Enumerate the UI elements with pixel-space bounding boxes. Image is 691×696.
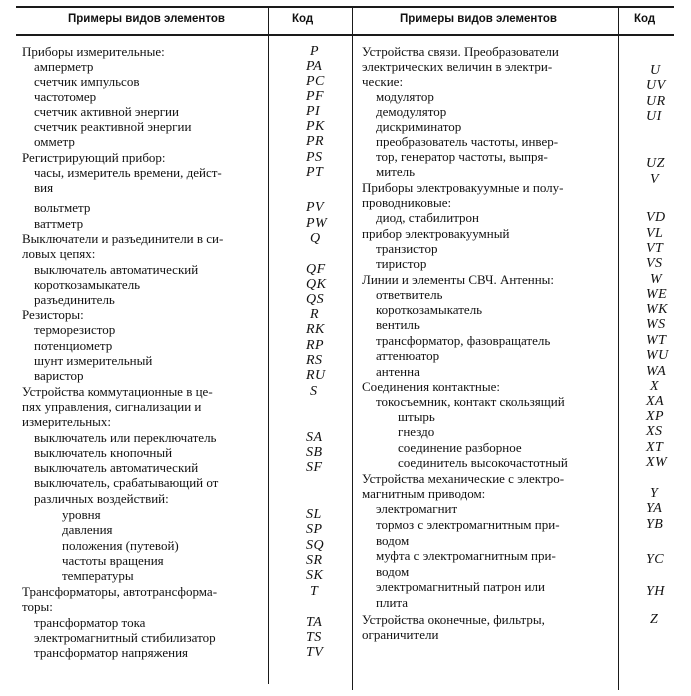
element-code: S: [310, 384, 318, 399]
element-type-name: ваттметр: [34, 216, 84, 231]
element-code: PA: [306, 59, 323, 74]
element-type-name: демодулятор: [376, 104, 447, 119]
element-type-name: тиристор: [376, 256, 427, 271]
right-name-header: Примеры видов элементов: [400, 13, 557, 25]
element-code: T: [310, 584, 319, 599]
right-code-header: Код: [634, 13, 656, 25]
element-code: U: [650, 63, 661, 78]
element-type-name: потенциометр: [34, 338, 113, 353]
element-code: UZ: [646, 156, 665, 171]
element-type-name: пях управления, сигнализации и: [22, 399, 202, 414]
element-code: Z: [650, 612, 659, 627]
element-type-name: шунт измерительный: [34, 353, 153, 368]
element-type-name: выключатель кнопочный: [34, 445, 173, 460]
element-type-name: Соединения контактные:: [362, 379, 500, 394]
element-code: PT: [306, 165, 324, 180]
element-code: SK: [306, 568, 324, 583]
element-code: PK: [306, 119, 325, 134]
element-type-name: токосъемник, контакт скользящий: [376, 394, 565, 409]
element-type-name: различных воздействий:: [34, 491, 169, 506]
element-type-name: модулятор: [376, 89, 434, 104]
element-code: RU: [306, 368, 326, 383]
element-code: SB: [306, 445, 323, 460]
element-code: UR: [646, 94, 666, 109]
element-type-name: вия: [34, 180, 54, 195]
element-type-name: прибор электровакуумный: [362, 226, 510, 241]
element-type-name: вольтметр: [34, 200, 91, 215]
element-code: W: [650, 272, 663, 287]
element-type-name: давления: [62, 522, 113, 537]
element-code: TV: [306, 645, 324, 660]
element-code: WK: [646, 302, 668, 317]
right-code-divider: [618, 6, 619, 690]
element-type-name: проводниковые:: [362, 195, 452, 210]
element-type-name: электрических величин в электри-: [362, 59, 553, 74]
element-code: VT: [646, 241, 664, 256]
element-type-name: муфта с электромагнитным при-: [376, 548, 556, 563]
element-type-name: Устройства связи. Преобразователи: [362, 44, 559, 59]
element-code: WE: [646, 287, 668, 302]
element-type-name: температуры: [62, 568, 134, 583]
element-type-name: Трансформаторы, автотрансформа-: [22, 584, 218, 599]
element-type-name: положения (путевой): [62, 538, 179, 553]
element-type-name: счетчик импульсов: [34, 74, 140, 89]
element-code: VS: [646, 256, 663, 271]
element-code: SL: [306, 507, 322, 522]
element-code: RK: [306, 322, 325, 337]
element-code: YB: [646, 517, 664, 532]
element-code: XS: [646, 424, 663, 439]
element-type-name: трансформатор напряжения: [34, 645, 189, 660]
element-type-name: плита: [376, 595, 409, 610]
element-type-name: вентиль: [376, 317, 420, 332]
element-type-name: измерительных:: [22, 414, 112, 429]
element-type-name: штырь: [398, 409, 435, 424]
element-type-name: частоты вращения: [62, 553, 164, 568]
element-type-name: выключатель или переключатель: [34, 430, 217, 445]
element-code: V: [650, 172, 660, 187]
element-type-name: ответвитель: [376, 287, 443, 302]
left-name-header: Примеры видов элементов: [68, 13, 225, 25]
element-type-name: транзистор: [376, 241, 438, 256]
element-type-name: Устройства коммутационные в це-: [22, 384, 213, 399]
element-code: Y: [650, 486, 659, 501]
header-divider: [16, 34, 674, 36]
element-code: XP: [646, 409, 665, 424]
element-code: YC: [646, 552, 665, 567]
element-type-name: трансформатор, фазовращатель: [376, 333, 551, 348]
element-type-name: Устройства механические с электро-: [362, 471, 565, 486]
element-type-name: короткозамыкатель: [376, 302, 483, 317]
element-code: XW: [646, 455, 668, 470]
element-type-name: частотомер: [34, 89, 97, 104]
element-type-name: разъединитель: [34, 292, 115, 307]
element-type-name: Регистрирующий прибор:: [22, 150, 166, 165]
element-type-name: электромагнит: [376, 501, 458, 516]
element-type-name: Выключатели и разъединители в си-: [22, 231, 224, 246]
element-code: P: [310, 44, 320, 59]
element-code: QS: [306, 292, 325, 307]
element-type-name: Приборы измерительные:: [22, 44, 165, 59]
element-type-name: соединение разборное: [398, 440, 522, 455]
element-code: SP: [306, 522, 323, 537]
element-type-name: преобразователь частоты, инвер-: [376, 134, 559, 149]
element-code: SA: [306, 430, 323, 445]
element-code: PF: [306, 89, 325, 104]
element-type-name: магнитным приводом:: [362, 486, 486, 501]
element-code: RP: [306, 338, 325, 353]
element-code: PV: [306, 200, 325, 215]
element-type-name: ческие:: [362, 74, 404, 89]
element-code: WA: [646, 364, 667, 379]
element-code: QK: [306, 277, 327, 292]
element-type-name: Резисторы:: [22, 307, 84, 322]
element-code: PS: [306, 150, 323, 165]
element-code: YH: [646, 584, 665, 599]
element-type-name: электромагнитный стибилизатор: [34, 630, 216, 645]
element-type-name: омметр: [34, 134, 75, 149]
element-type-name: тормоз с электромагнитным при-: [376, 517, 560, 532]
element-type-name: антенна: [376, 364, 420, 379]
element-type-name: уровня: [62, 507, 101, 522]
element-type-name: водом: [376, 533, 410, 548]
element-type-name: дискриминатор: [376, 119, 462, 134]
element-type-name: ограничители: [362, 627, 439, 642]
element-type-name: Приборы электровакуумные и полу-: [362, 180, 564, 195]
element-type-name: короткозамыкатель: [34, 277, 141, 292]
element-code: XA: [646, 394, 665, 409]
element-type-name: выключатель, срабатывающий от: [34, 475, 219, 490]
element-type-name: водом: [376, 564, 410, 579]
element-code: SQ: [306, 538, 325, 553]
element-type-name: соединитель высокочастотный: [398, 455, 568, 470]
element-type-name: амперметр: [34, 59, 94, 74]
element-code: PR: [306, 134, 325, 149]
element-code: PW: [306, 216, 328, 231]
element-type-name: терморезистор: [34, 322, 116, 337]
element-type-name: гнездо: [398, 424, 435, 439]
element-type-name: часы, измеритель времени, дейст-: [34, 165, 222, 180]
element-type-name: счетчик активной энергии: [34, 104, 179, 119]
element-code: QF: [306, 262, 326, 277]
element-type-name: трансформатор тока: [34, 615, 146, 630]
element-type-name: диод, стабилитрон: [376, 210, 480, 225]
element-code: VL: [646, 226, 664, 241]
element-type-name: Линии и элементы СВЧ. Антенны:: [362, 272, 555, 287]
element-type-name: Устройства оконечные, фильтры,: [362, 612, 545, 627]
element-code: PC: [306, 74, 325, 89]
element-type-name: митель: [376, 164, 416, 179]
element-type-name: тор, генератор частоты, выпря-: [376, 149, 548, 164]
element-code: SR: [306, 553, 323, 568]
center-divider: [352, 6, 353, 690]
left-code-header: Код: [292, 13, 314, 25]
element-code: TA: [306, 615, 323, 630]
element-code: RS: [306, 353, 323, 368]
left-code-divider: [268, 6, 269, 684]
element-code: WU: [646, 348, 669, 363]
element-type-name: выключатель автоматический: [34, 460, 199, 475]
element-type-name: аттенюатор: [376, 348, 440, 363]
element-code: SF: [306, 460, 323, 475]
element-code: YA: [646, 501, 663, 516]
element-code: UI: [646, 109, 662, 124]
element-code: WS: [646, 317, 666, 332]
element-type-name: счетчик реактивной энергии: [34, 119, 192, 134]
element-type-name: варистор: [34, 368, 84, 383]
element-type-name: выключатель автоматический: [34, 262, 199, 277]
element-code: VD: [646, 210, 666, 225]
element-type-name: ловых цепях:: [22, 246, 96, 261]
element-type-name: торы:: [22, 599, 53, 614]
element-code: R: [310, 307, 320, 322]
element-code: UV: [646, 78, 666, 93]
element-code: XT: [646, 440, 664, 455]
element-code: Q: [310, 231, 321, 246]
top-border: [16, 6, 674, 8]
element-code: PI: [306, 104, 321, 119]
element-code: X: [650, 379, 660, 394]
element-code: WT: [646, 333, 667, 348]
element-code: TS: [306, 630, 322, 645]
element-type-name: электромагнитный патрон или: [376, 579, 545, 594]
